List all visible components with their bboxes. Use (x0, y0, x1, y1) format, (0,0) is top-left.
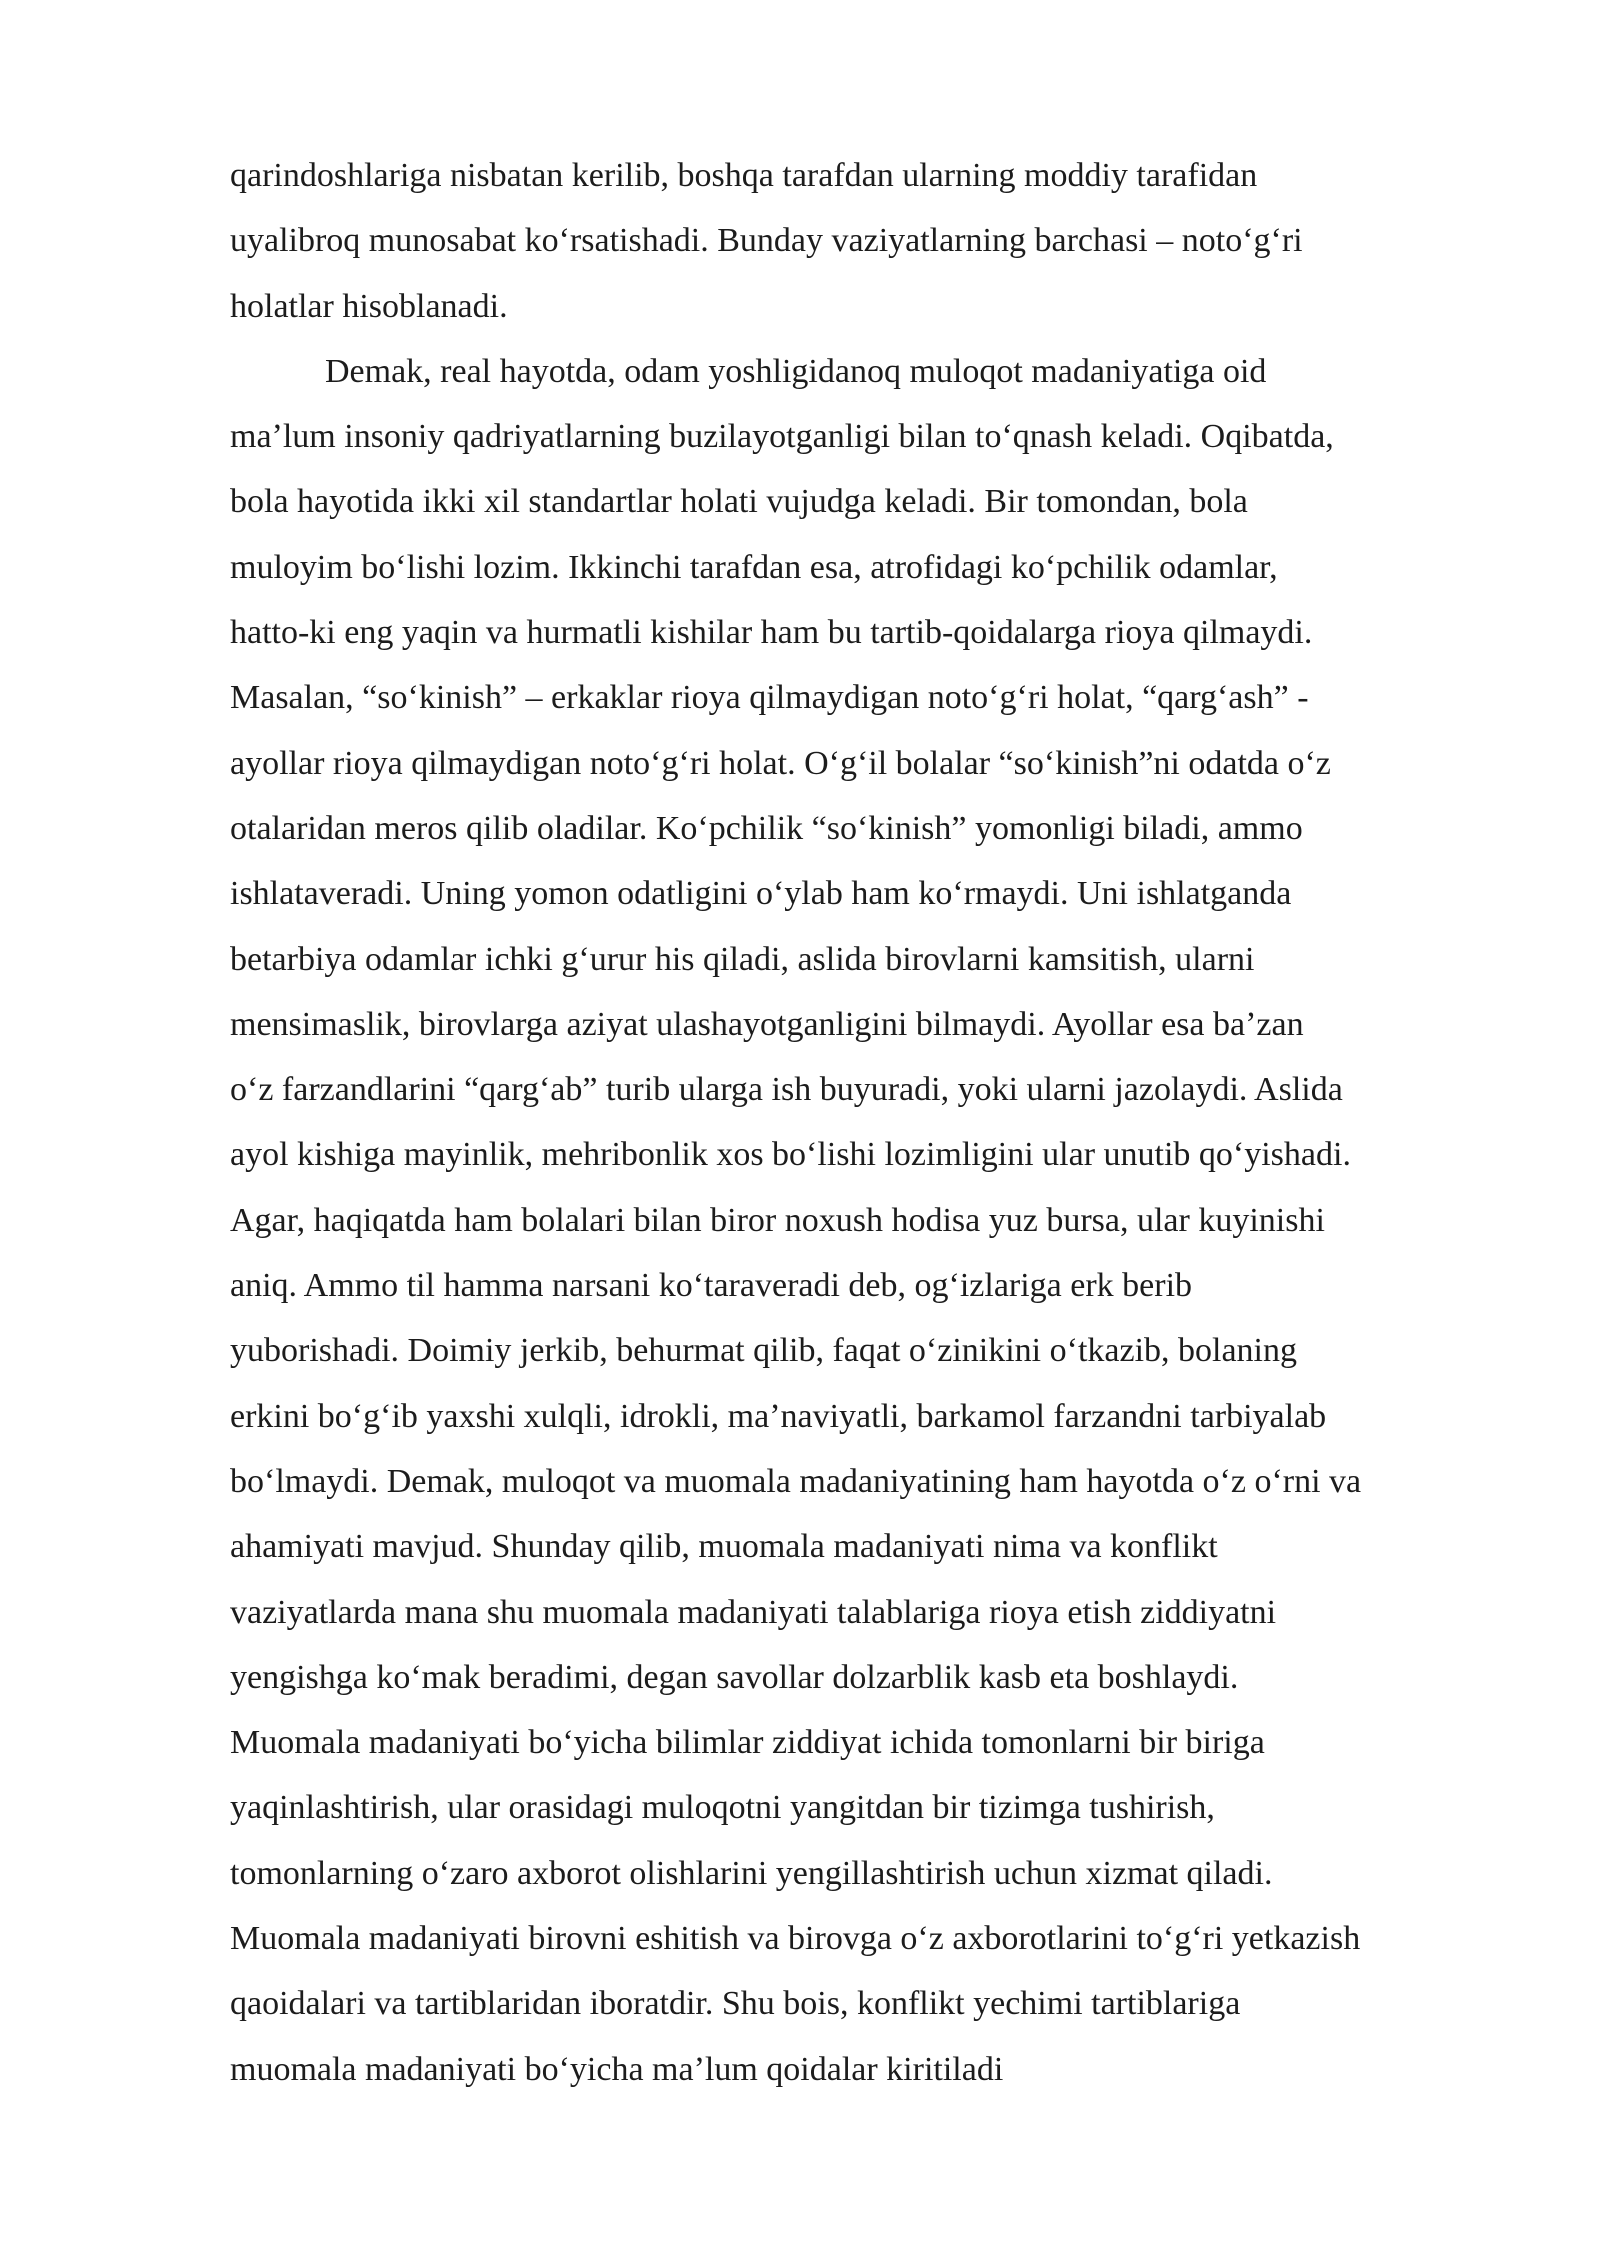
text-line: yengishga koʻmak beradimi, degan savollar dolzarblik kasb eta boshlaydi. (230, 1658, 1239, 1696)
text-line: Muomala madaniyati boʻyicha bilimlar ziddiyat ichida tomonlarni bir biriga (230, 1724, 1265, 1762)
text-line: maʼlum insoniy qadriyatlarning buzilayotganligi bilan toʻqnash keladi. Oqibatda, (230, 418, 1334, 456)
text-line: boʻlmaydi. Demak, muloqot va muomala madaniyatining ham hayotda oʻz oʻrni va (230, 1462, 1362, 1500)
text-line: otalaridan meros qilib oladilar. Koʻpchilik “soʻkinish” yomonligi biladi, ammo (230, 809, 1303, 847)
text-line: erkini boʻgʻib yaxshi xulqli, idrokli, maʼnaviyatli, barkamol farzandni tarbiyalab (230, 1397, 1327, 1435)
text-line: holatlar hisoblanadi. (230, 287, 508, 325)
text-line: uyalibroq munosabat koʻrsatishadi. Bunday vaziyatlarning barchasi – notoʻgʻri (230, 222, 1303, 260)
text-line: aniq. Ammo til hamma narsani koʻtaraveradi deb, ogʻizlariga erk berib (230, 1267, 1193, 1305)
text-line: Agar, haqiqatda ham bolalari bilan biror noxush hodisa yuz bursa, ular kuyinishi (230, 1201, 1325, 1239)
paragraph-first-line: Demak, real hayotda, odam yoshligidanoq muloqot madaniyatiga oid (325, 352, 1267, 390)
text-line: bola hayotida ikki xil standartlar holati vujudga keladi. Bir tomondan, bola (230, 483, 1248, 521)
text-line: ishlataveradi. Uning yomon odatligini oʻylab ham koʻrmaydi. Uni ishlatganda (230, 875, 1292, 913)
text-line: muomala madaniyati boʻyicha maʼlum qoidalar kiritiladi (230, 2050, 1004, 2088)
text-line: Muomala madaniyati birovni eshitish va birovga oʻz axborotlarini toʻgʻri yetkazish (230, 1920, 1361, 1958)
text-line: mensimaslik, birovlarga aziyat ulashayotganligini bilmaydi. Ayollar esa baʼzan (230, 1005, 1304, 1043)
text-line: qaoidalari va tartiblaridan iboratdir. Shu bois, konflikt yechimi tartiblariga (230, 1985, 1241, 2023)
text-line: yuborishadi. Doimiy jerkib, behurmat qilib, faqat oʻzinikini oʻtkazib, bolaning (230, 1332, 1297, 1370)
text-line: vaziyatlarda mana shu muomala madaniyati talablariga rioya etish ziddiyatni (230, 1593, 1277, 1631)
text-line: Masalan, “soʻkinish” – erkaklar rioya qilmaydigan notoʻgʻri holat, “qargʻash” - (230, 679, 1309, 717)
text-line: muloyim boʻlishi lozim. Ikkinchi tarafdan esa, atrofidagi koʻpchilik odamlar, (230, 548, 1278, 586)
text-line: oʻz farzandlarini “qargʻab” turib ularga ish buyuradi, yoki ularni jazolaydi. Aslida (230, 1071, 1343, 1109)
body-text (230, 148, 1530, 2107)
text-line: yaqinlashtirish, ular orasidagi muloqotni yangitdan bir tizimga tushirish, (230, 1789, 1215, 1827)
text-line: qarindoshlariga nisbatan kerilib, boshqa tarafdan ularning moddiy tarafidan (230, 157, 1258, 194)
text-line: ahamiyati mavjud. Shunday qilib, muomala madaniyati nima va konflikt (230, 1528, 1218, 1566)
text-line: betarbiya odamlar ichki gʻurur his qiladi, aslida birovlarni kamsitish, ularni (230, 940, 1255, 978)
text-line: ayol kishiga mayinlik, mehribonlik xos boʻlishi lozimligini ular unutib qoʻyishadi. (230, 1136, 1351, 1174)
text-line: tomonlarning oʻzaro axborot olishlarini yengillashtirish uchun xizmat qiladi. (230, 1854, 1273, 1892)
text-line: hatto-ki eng yaqin va hurmatli kishilar ham bu tartib-qoidalarga rioya qilmaydi. (230, 614, 1313, 652)
text-line: ayollar rioya qilmaydigan notoʻgʻri holat. Oʻgʻil bolalar “soʻkinish”ni odatda oʻz (230, 744, 1331, 782)
